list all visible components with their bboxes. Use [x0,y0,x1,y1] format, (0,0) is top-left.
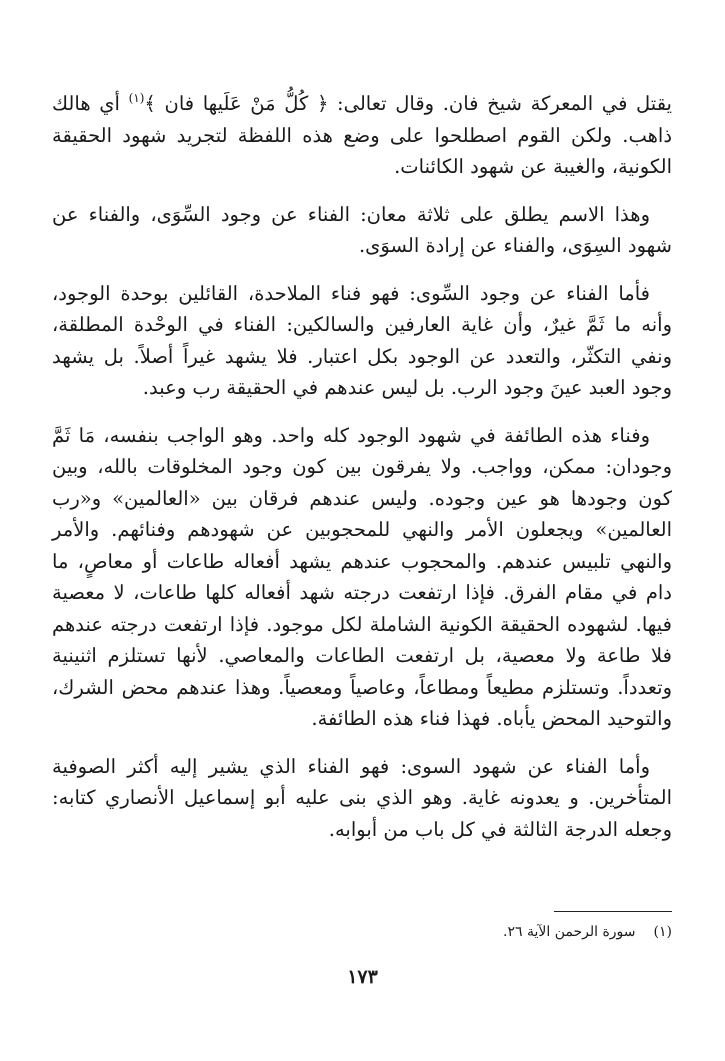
footnote-marker: (١) [653,924,672,940]
footnote-reference[interactable]: (١) [128,91,145,105]
paragraph-5: وأما الفناء عن شهود السوى: فهو الفناء الذي يشير إليه أكثر الصوفية المتأخرين. و يعدونه غاية. وهو الذي بنى عليه أبو إسماعيل الأنصاري كتابه: وجعله الدرجة الثالثة في كل باب من أبوابه. [52,754,672,841]
paragraph-1 [52,88,672,183]
page-number: ١٧٣ [347,966,378,988]
footnote-text: سورة الرحمن الآية ٢٦. [503,924,636,940]
paragraph-1-after-note: أي هالك ذاهب. ولكن القوم اصطلحوا على وضع هذه اللفظة لتجريد شهود الحقيقة الكونية، والغيبة عن شهود الكائنات. [52,92,672,178]
paragraph-1-before-note: يقتل في المعركة شيخ فان. وقال تعالى: ﴿ كُلُّ مَنْ عَلَيها فان ﴾ [144,92,672,115]
footnote-divider [554,911,672,912]
footnote [272,922,672,942]
paragraph-4: وفناء هذه الطائفة في شهود الوجود كله واحد. وهو الواجب بنفسه، مَا ثَمَّ وجودان: ممكن، وواجب. ولا يفرقون بين كون وجود المخلوقات بالله، وبين كون وجودها هو عين وجوده. وليس عندهم فرقان بين «العالمين» و«رب العالمين» ويجعلون الأمر والنهي للمحجوبين عن شهودهم وفنائهم. والأمر والنهي تلبيس عندهم. والمحجوب عندهم يشهد أفعاله طاعات أو معاصٍ، ما دام في مقام الفرق. فإذا ارتفعت درجته شهد أفعاله كلها طاعات، لا معصية فيها. لشهوده الحقيقة الكونية الشاملة لكل موجود. فإذا ارتفعت درجته عندهم فلا طاعة ولا معصية، بل ارتفعت الطاعات والمعاصي. لأنها تستلزم اثنينية وتعدداً. وتستلزم مطيعاً ومطاعاً، وعاصياً ومعصياً. وهذا عندهم محض الشرك، والتوحيد المحض يأباه. فهذا فناء هذه الطائفة. [52,423,672,730]
paragraph-2: وهذا الاسم يطلق على ثلاثة معان: الفناء عن وجود السِّوَى، والفناء عن شهود السِوَى، والفناء عن إرادة السوَى. [52,202,672,257]
body-text [52,88,672,861]
paragraph-3: فأما الفناء عن وجود السِّوى: فهو فناء الملاحدة، القائلين بوحدة الوجود، وأنه ما ثَمَّ غيرٌ، وأن غاية العارفين والسالكين: الفناء في الوحْدة المطلقة، ونفي التكثّر، والتعدد عن الوجود بكل اعتبار. فلا يشهد غيراً أصلاً. بل يشهد وجود العبد عينَ وجود الرب. بل ليس عندهم في الحقيقة رب وعبد. [52,281,672,399]
